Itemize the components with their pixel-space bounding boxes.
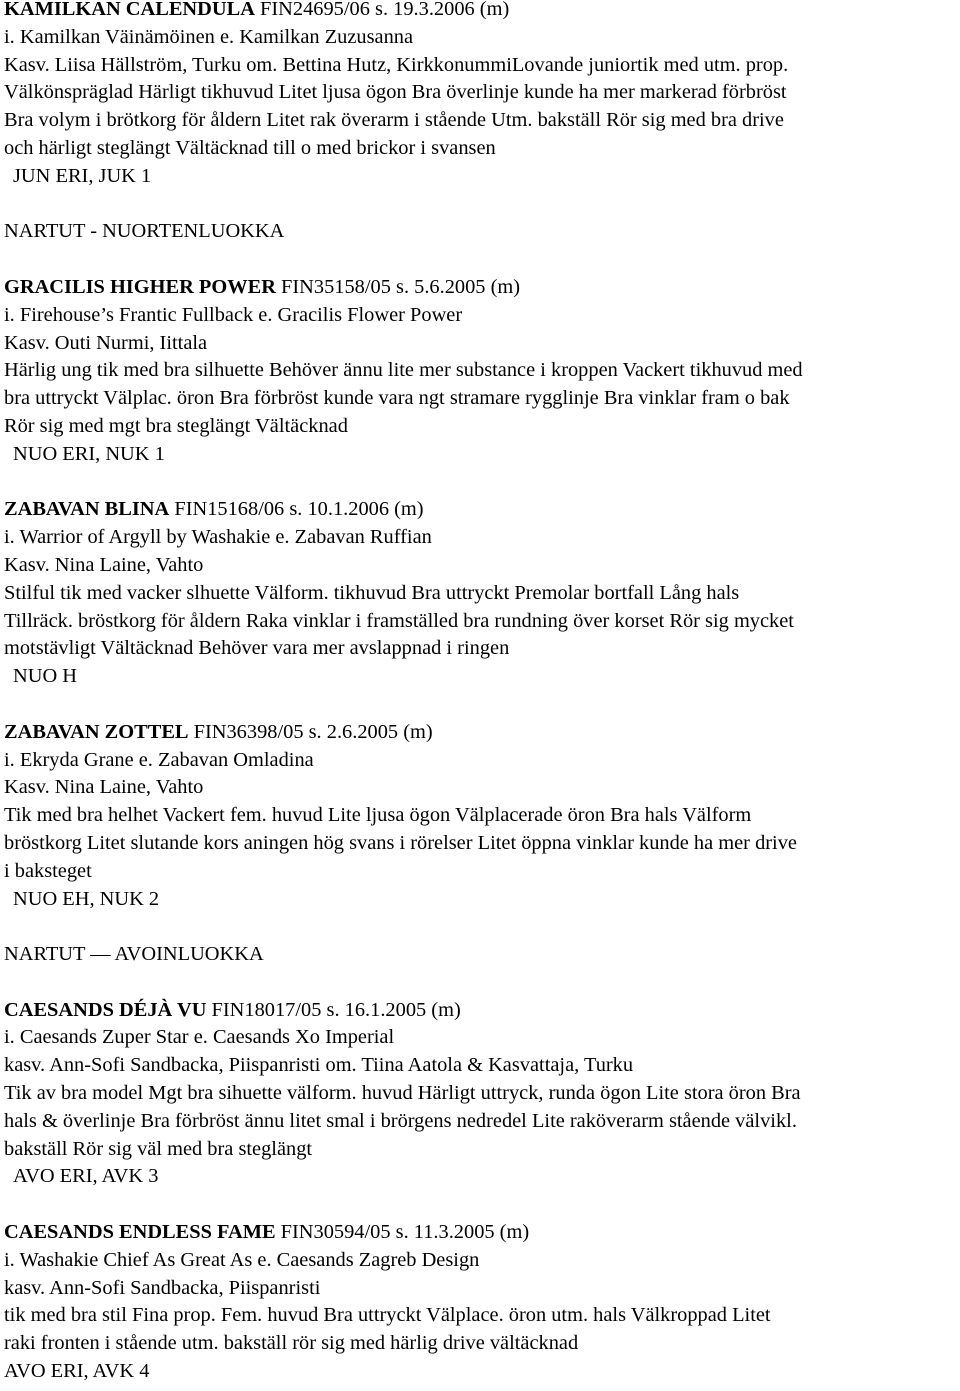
text-line: Välkönspräglad Härligt tikhuvud Litet ljusa ögon Bra överlinje kunde ha mer markerad förbröst (4, 81, 787, 104)
breeder-line: Kasv. Nina Laine, Vahto (4, 553, 204, 576)
critique-line: bakställ Rör sig väl med bra steglängt (4, 1137, 313, 1160)
result-line: JUN ERI, JUK 1 (13, 164, 152, 187)
critique-line: Stilful tik med vacker slhuette Välform. tikhuvud Bra uttryckt Premolar bortfall Lång hals (4, 581, 740, 604)
result-line: NUO H (13, 665, 77, 688)
entry-header (4, 274, 959, 302)
breeder-line: kasv. Ann-Sofi Sandbacka, Piispanristi (4, 1276, 321, 1299)
entry-header (4, 0, 959, 24)
registration-info: FIN30594/05 s. 11.3.2005 (m) (275, 1221, 530, 1244)
dog-name: ZABAVAN ZOTTEL (4, 720, 189, 743)
entry-header (4, 719, 959, 747)
class-heading: NARTUT — AVOINLUOKKA (4, 943, 264, 966)
dog-name: GRACILIS HIGHER POWER (4, 275, 276, 298)
registration-info: FIN36398/05 s. 2.6.2005 (m) (188, 720, 433, 743)
result-line: NUO ERI, NUK 1 (13, 442, 165, 465)
dog-name: KAMILKAN CALENDULA (4, 0, 255, 20)
breeder-line: Kasv. Nina Laine, Vahto (4, 776, 204, 799)
registration-info: FIN24695/06 s. 19.3.2006 (m) (254, 0, 510, 20)
parents-line: i. Warrior of Argyll by Washakie e. Zabavan Ruffian (4, 526, 432, 549)
text-line: Kasv. Liisa Hällström, Turku om. Bettina Hutz, KirkkonummiLovande juniortik med utm. prop. (4, 53, 789, 76)
result-line: AVO ERI, AVK 3 (13, 1165, 159, 1188)
critique-line: i baksteget (4, 859, 92, 882)
parents-line: i. Firehouse’s Frantic Fullback e. Gracilis Flower Power (4, 303, 463, 326)
registration-info: FIN18017/05 s. 16.1.2005 (m) (206, 998, 461, 1021)
critique-line: Tik med bra helhet Vackert fem. huvud Lite ljusa ögon Välplacerade öron Bra hals Välform (4, 804, 752, 827)
text-line: Bra volym i brötkorg för åldern Litet rak överarm i stående Utm. bakställ Rör sig med bra drive (4, 109, 784, 132)
dog-name: CAESANDS ENDLESS FAME (4, 1221, 276, 1244)
breeder-line: kasv. Ann-Sofi Sandbacka, Piispanristi om. Tiina Aatola & Kasvattaja, Turku (4, 1054, 634, 1077)
parents-line: i. Ekryda Grane e. Zabavan Omladina (4, 748, 314, 771)
text-line: och härligt steglängt Vältäcknad till o med brickor i svansen (4, 136, 496, 159)
parents-line: i. Kamilkan Väinämöinen e. Kamilkan Zuzusanna (4, 25, 414, 48)
class-heading: NARTUT - NUORTENLUOKKA (4, 220, 285, 243)
document (4, 0, 959, 1386)
entry-header (4, 1219, 959, 1247)
critique-line: bröstkorg Litet slutande kors aningen hög svans i rörelser Litet öppna vinklar kunde ha mer drive (4, 831, 797, 854)
critique-line: Tillräck. bröstkorg för åldern Raka vinklar i framställed bra rundning över korset Rör sig mycket (4, 609, 794, 632)
entry-header (4, 496, 959, 524)
parents-line: i. Caesands Zuper Star e. Caesands Xo Imperial (4, 1026, 395, 1049)
result-line: NUO EH, NUK 2 (13, 887, 160, 910)
critique-line: hals & överlinje Bra förbröst ännu litet smal i brörgens nedredel Lite raköverarm stående välvikl. (4, 1109, 797, 1132)
dog-name: ZABAVAN BLINA (4, 498, 170, 521)
critique-line: Rör sig med mgt bra steglängt Vältäcknad (4, 414, 348, 437)
critique-line: Tik av bra model Mgt bra sihuette välform. huvud Härligt uttryck, runda ögon Lite stora öron Bra (4, 1082, 801, 1105)
critique-line: tik med bra stil Fina prop. Fem. huvud Bra uttryckt Välplace. öron utm. hals Välkroppad Litet (4, 1304, 771, 1327)
critique-line: motstävligt Vältäcknad Behöver vara mer avslappnad i ringen (4, 637, 510, 660)
registration-info: FIN35158/05 s. 5.6.2005 (m) (275, 275, 521, 298)
parents-line: i. Washakie Chief As Great As e. Caesands Zagreb Design (4, 1248, 480, 1271)
result-line: AVO ERI, AVK 4 (4, 1360, 150, 1383)
registration-info: FIN15168/06 s. 10.1.2006 (m) (169, 498, 424, 521)
breeder-line: Kasv. Outi Nurmi, Iittala (4, 331, 208, 354)
critique-line: raki fronten i stående utm. bakställ rör sig med härlig drive vältäcknad (4, 1332, 579, 1355)
critique-line: Härlig ung tik med bra silhuette Behöver ännu lite mer substance i kroppen Vackert tikhuvud med (4, 359, 803, 382)
dog-name: CAESANDS DÉJÀ VU (4, 998, 207, 1021)
critique-line: bra uttryckt Välplac. öron Bra förbröst kunde vara ngt stramare rygglinje Bra vinklar fram o bak (4, 387, 790, 410)
entry-header (4, 997, 959, 1025)
